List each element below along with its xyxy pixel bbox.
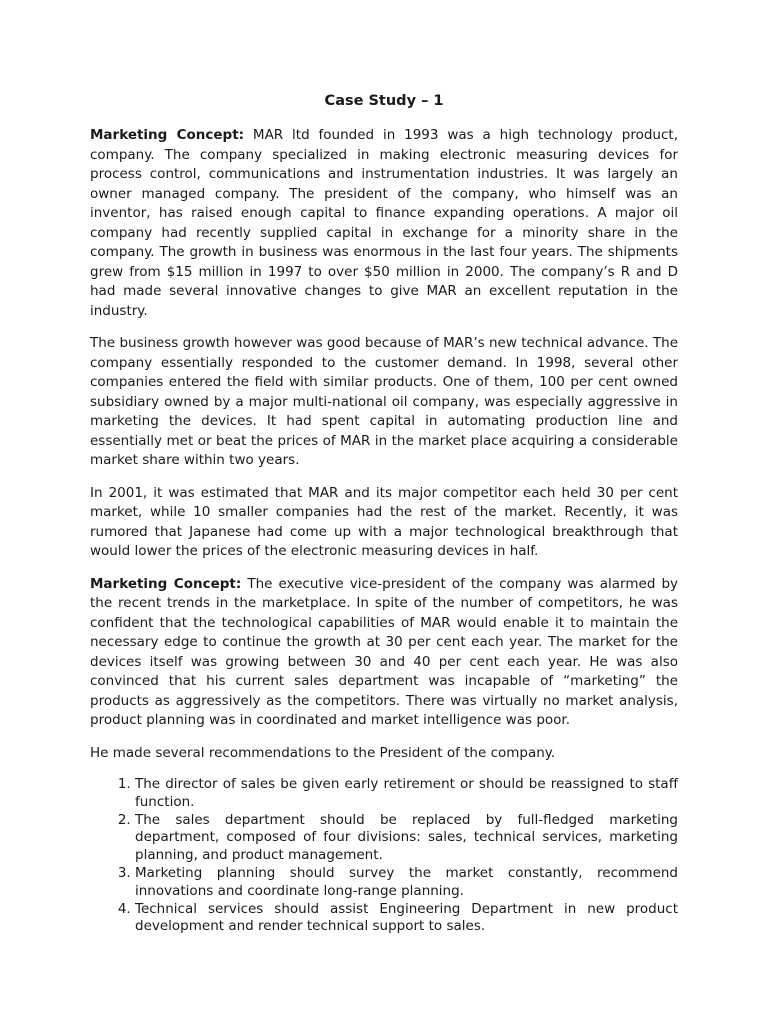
- paragraph-2-text: The business growth however was good because of MAR’s new technical advance. The company essentially responded to the customer demand. In 1998, several other companies entered the field with similar products. One of them, 100 per cent owned subsidiary owned by a major multi-national oil company, was especially aggressive in marketing the devices. It had spent capital in automating production line and essentially met or beat the prices of MAR in the market place acquiring a considerable market share within two years.: [90, 335, 678, 468]
- paragraph-3: [90, 484, 678, 562]
- paragraph-3-text: In 2001, it was estimated that MAR and its major competitor each held 30 per cent market, while 10 smaller companies had the rest of the market. Recently, it was rumored that Japanese had come up with a major technological breakthrough that would lower the prices of the electronic measuring devices in half.: [90, 484, 678, 559]
- paragraph-2: [90, 334, 678, 471]
- paragraph-4-lead: Marketing Concept:: [90, 575, 242, 592]
- paragraph-1: [90, 126, 678, 321]
- page-title: Case Study – 1: [324, 93, 444, 109]
- paragraph-4: [90, 575, 678, 731]
- paragraph-1-text: MAR ltd founded in 1993 was a high technology product, company. The company specialized in making electronic measuring devices for process control, communications and instrumentation industries. It was largely an owner managed company. The president of the company, who himself was an inventor, has raised enough capital to finance expanding operations. A major oil company had recently supplied capital in exchange for a minority share in the company. The growth in business was enormous in the last four years. The shipments grew from $15 million in 1997 to over $50 million in 2000. The company’s R and D had made several innovative changes to give MAR an excellent reputation in the industry.: [90, 127, 678, 319]
- paragraph-1-lead: Marketing Concept:: [90, 127, 245, 143]
- paragraph-5-text: He made several recommendations to the President of the company.: [90, 744, 556, 761]
- paragraph-5: [90, 744, 678, 764]
- list-item: 1. The director of sales be given early retirement or should be reassigned to staff function.: [135, 776, 678, 812]
- list-item: 4. Technical services should assist Engineering Department in new product development and render technical support to sales.: [135, 901, 678, 937]
- paragraph-4-text: The executive vice-president of the company was alarmed by the recent trends in the marketplace. In spite of the number of competitors, he was confident that the technological capabilities of MAR would enable it to maintain the necessary edge to continue the growth at 30 per cent each year. The market for the devices itself was growing between 30 and 40 per cent each year. He was also convinced that his current sales department was incapable of “marketing” the products as aggressively as the competitors. There was virtually no market analysis, product planning was in coordinated and market intelligence was poor.: [90, 575, 678, 728]
- recommendations-list: [90, 776, 678, 936]
- list-item: 3. Marketing planning should survey the market constantly, recommend innovations and coordinate long-range planning.: [135, 865, 678, 901]
- list-item: 2. The sales department should be replaced by full-fledged marketing department, composed of four divisions: sales, technical services, marketing planning, and product management.: [135, 812, 678, 865]
